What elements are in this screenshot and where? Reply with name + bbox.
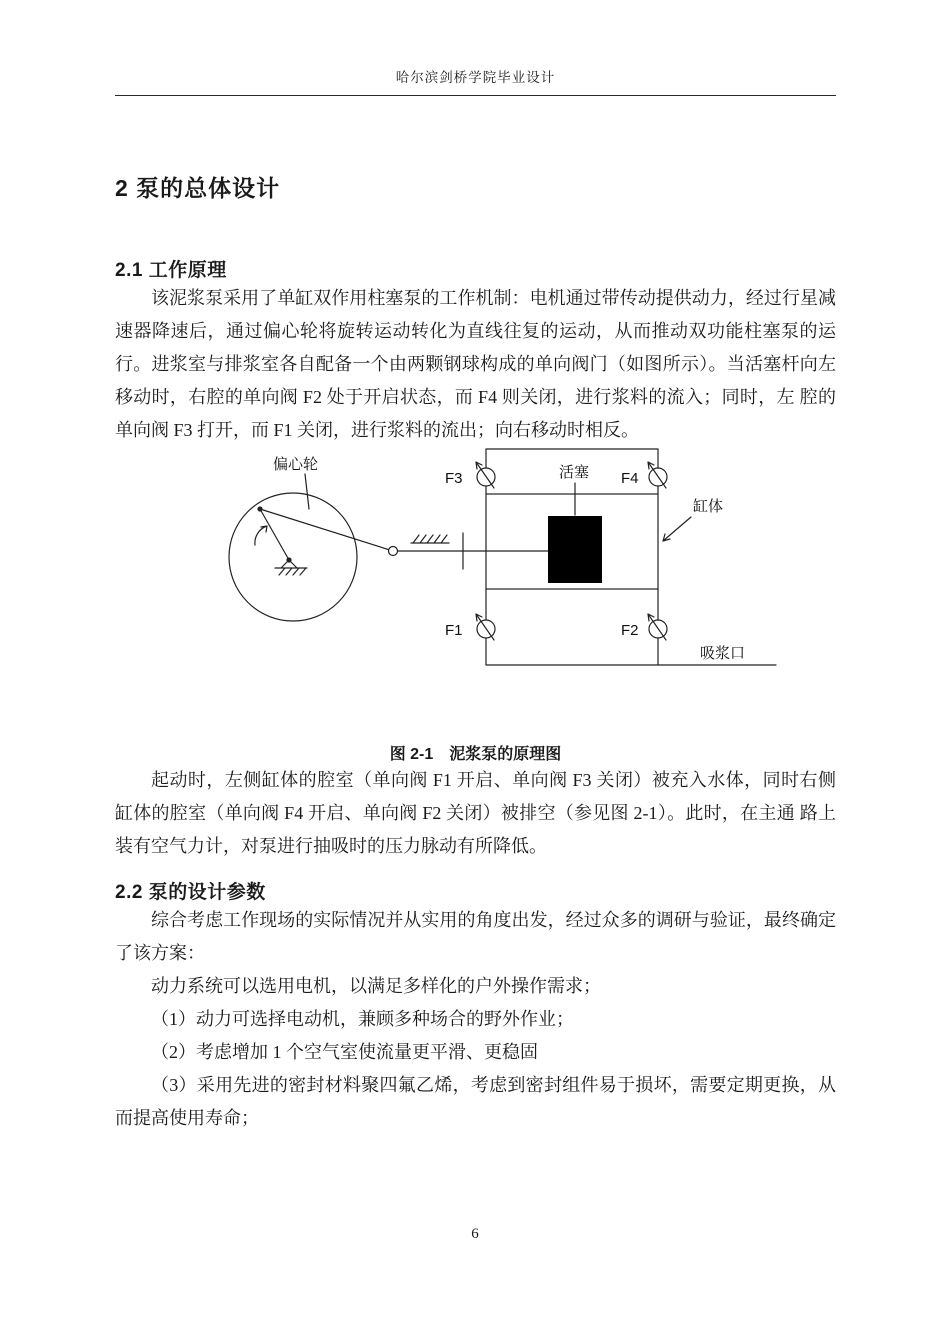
list-item-1: （1）动力可选择电动机，兼顾多种场合的野外作业； [151,1009,574,1029]
list-item-3: （3）采用先进的密封材料聚四氟乙烯，考虑到密封组件易于损坏，需要定期更换，从而提高使用寿命； [115,1075,836,1128]
paragraph-power-system: 动力系统可以选用电机，以满足多样化的户外操作需求； [151,976,601,996]
label-f4: F4 [621,470,639,487]
section-title-2-1: 2.1 工作原理 [115,260,227,281]
paragraph-startup: 起动时，左侧缸体的腔室（单向阀 F1 开启、单向阀 F3 关闭）被充入水体，同时右侧 缸体的腔室（单向阀 F4 开启、单向阀 F2 关闭）被排空（参见图 2-1）。此时，在主通 路上装有空气力计，对泵进行抽吸时的压力脉动有所降低。 [115,770,836,856]
label-piston: 活塞 [559,464,590,481]
figure-2-1 [115,447,836,687]
page-header [115,66,836,96]
header-title: 哈尔滨剑桥学院毕业设计 [395,70,556,85]
list-item-2: （2）考虑增加 1 个空气室使流量更平滑、更稳固 [151,1042,538,1062]
label-eccentric-wheel: 偏心轮 [273,456,319,473]
section-title-2-2: 2.2 泵的设计参数 [115,882,266,903]
figure-caption: 图 2-1 泥浆泵的原理图 [389,746,562,763]
paragraph-working-principle: 该泥浆泵采用了单缸双作用柱塞泵的工作机制：电机通过带传动提供动力，经过行星减速器降速后，通过偏心轮将旋转运动转化为直线往复的运动，从而推动双功能柱塞泵的运行。进浆室与排浆室各自配备一个由两颗钢球构成的单向阀门（如图所示）。当活塞杆向左移动时，右腔的单向阀 F2 处于开启状态，而 F4 则关闭，进行浆料的流入；同时，左 腔的单向阀 F3 打开，而 F1 关闭，进行浆料的流出；向右移动时相反。 [115,288,836,440]
label-f3: F3 [445,470,463,487]
label-f1: F1 [445,622,463,639]
pump-schematic-diagram [223,447,783,687]
rod-joint-circle [389,547,398,556]
label-f2: F2 [621,622,639,639]
piston-rect [548,516,602,583]
eccentric-wheel-circle [229,493,357,621]
chapter-title: 2 泵的总体设计 [115,175,281,201]
paragraph-design-intro: 综合考虑工作现场的实际情况并从实用的角度出发，经过众多的调研与验证，最终确定了该方案： [115,910,836,963]
page-number: 6 [471,1226,479,1242]
label-suction-port: 吸浆口 [700,645,746,662]
label-cylinder: 缸体 [693,498,724,515]
